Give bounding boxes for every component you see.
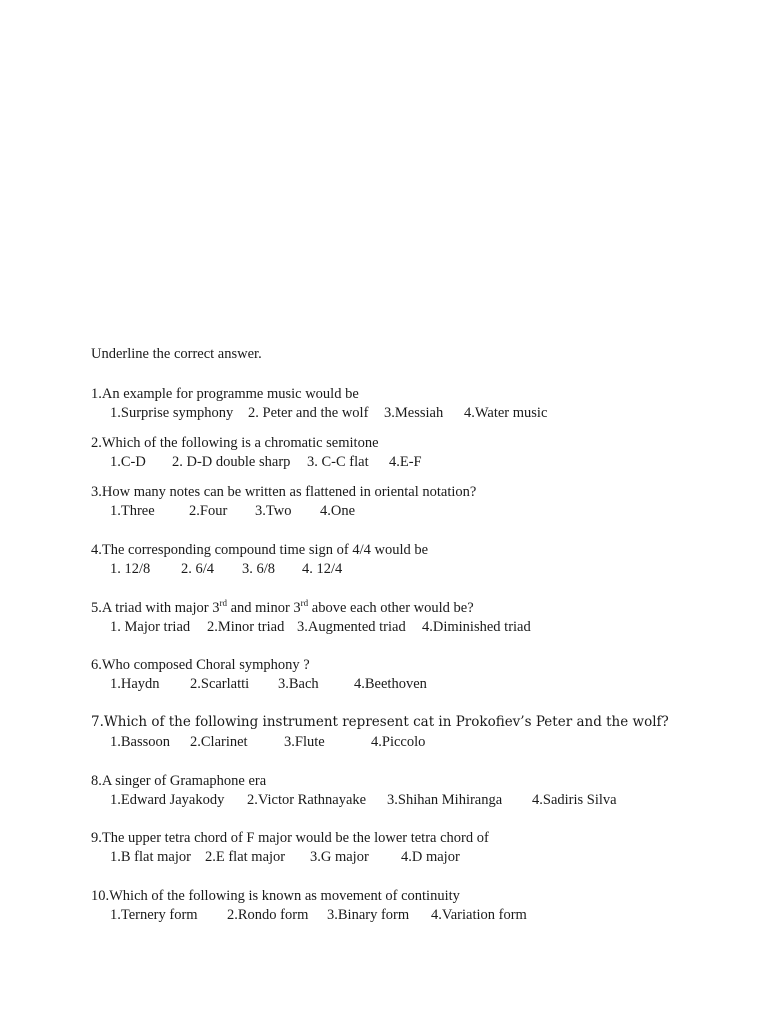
- option-3[interactable]: 3. C-C flat: [307, 454, 369, 470]
- answer-options: [91, 619, 531, 639]
- option-1[interactable]: 1.B flat major: [110, 849, 191, 865]
- option-1[interactable]: 1.Ternery form: [110, 907, 198, 923]
- option-2[interactable]: 2.E flat major: [205, 849, 286, 865]
- instruction-text: Underline the correct answer.: [91, 346, 262, 362]
- option-4[interactable]: 4.One: [320, 503, 356, 519]
- option-1[interactable]: 1.Edward Jayakody: [110, 792, 225, 808]
- option-1[interactable]: 1.Bassoon: [110, 734, 171, 750]
- option-3[interactable]: 3. 6/8: [242, 561, 276, 577]
- option-1[interactable]: 1. 12/8: [110, 561, 151, 577]
- option-2[interactable]: 2.Clarinet: [190, 734, 248, 750]
- option-3[interactable]: 3.Binary form: [327, 907, 410, 923]
- question-stem: 4.The corresponding compound time sign of 4/4 would be: [91, 542, 429, 558]
- answer-options: [91, 907, 527, 927]
- question-stem: 6.Who composed Choral symphony ?: [91, 657, 310, 673]
- question-stem: 8.A singer of Gramaphone era: [91, 773, 267, 789]
- option-2[interactable]: 2. 6/4: [181, 561, 215, 577]
- ordinal-suffix: rd: [219, 598, 227, 608]
- stem-text: 5.A triad with major 3: [91, 600, 220, 616]
- question-10: [91, 888, 527, 927]
- answer-options: [91, 504, 476, 523]
- question-1: [91, 386, 548, 425]
- answer-options: [91, 850, 489, 869]
- option-4[interactable]: 4.Sadiris Silva: [532, 792, 617, 808]
- option-2[interactable]: 2.Victor Rathnayake: [247, 792, 367, 808]
- question-stem: [91, 598, 474, 620]
- option-1[interactable]: 1.Haydn: [110, 676, 160, 692]
- answer-options: [91, 676, 427, 696]
- option-3[interactable]: 3.Augmented triad: [297, 619, 406, 635]
- question-7: [91, 716, 669, 754]
- question-stem: 1.An example for programme music would be: [91, 386, 359, 402]
- option-2[interactable]: 2.Rondo form: [227, 907, 309, 923]
- option-2[interactable]: 2.Scarlatti: [190, 676, 250, 692]
- option-3[interactable]: 3.Bach: [278, 676, 319, 692]
- option-4[interactable]: 4.Variation form: [431, 907, 527, 923]
- option-2[interactable]: 2. D-D double sharp: [172, 454, 291, 470]
- question-6: [91, 657, 427, 696]
- question-stem: 7.Which of the following instrument represent cat in Prokofiev’s Peter and the wolf?: [91, 714, 669, 730]
- answer-options: [91, 454, 422, 474]
- question-2: [91, 435, 422, 474]
- option-3[interactable]: 3.Flute: [284, 734, 325, 750]
- ordinal-suffix: rd: [300, 598, 309, 608]
- option-4[interactable]: 4.D major: [401, 849, 460, 865]
- question-9: [91, 831, 489, 869]
- option-1[interactable]: 1. Major triad: [110, 619, 191, 635]
- question-stem: 9.The upper tetra chord of F major would be the lower tetra chord of: [91, 830, 489, 846]
- answer-options: [91, 735, 669, 754]
- answer-options: [91, 405, 548, 425]
- question-stem: 10.Which of the following is known as movement of continuity: [91, 888, 460, 904]
- option-4[interactable]: 4.E-F: [389, 454, 422, 470]
- option-3[interactable]: 3.Shihan Mihiranga: [387, 792, 503, 808]
- option-1[interactable]: 1.Three: [110, 503, 155, 519]
- stem-text: and minor 3: [226, 600, 301, 616]
- question-5: [91, 598, 531, 639]
- option-2[interactable]: 2. Peter and the wolf: [248, 405, 369, 421]
- question-4: [91, 543, 428, 581]
- option-1[interactable]: 1.C-D: [110, 454, 146, 470]
- answer-options: [91, 792, 617, 812]
- option-2[interactable]: 2.Minor triad: [207, 619, 285, 635]
- answer-options: [91, 562, 428, 581]
- option-4[interactable]: 4.Water music: [464, 405, 548, 421]
- option-4[interactable]: 4.Diminished triad: [422, 619, 531, 635]
- option-3[interactable]: 3.G major: [310, 849, 369, 865]
- option-4[interactable]: 4.Piccolo: [371, 734, 426, 750]
- option-4[interactable]: 4. 12/4: [302, 561, 343, 577]
- question-3: [91, 485, 476, 523]
- option-1[interactable]: 1.Surprise symphony: [110, 405, 234, 421]
- option-2[interactable]: 2.Four: [189, 503, 228, 519]
- question-stem: 2.Which of the following is a chromatic semitone: [91, 435, 379, 451]
- option-4[interactable]: 4.Beethoven: [354, 676, 427, 692]
- option-3[interactable]: 3.Two: [255, 503, 292, 519]
- stem-text: above each other would be?: [308, 600, 474, 616]
- question-stem: 3.How many notes can be written as flattened in oriental notation?: [91, 484, 477, 500]
- question-8: [91, 773, 617, 812]
- option-3[interactable]: 3.Messiah: [384, 405, 444, 421]
